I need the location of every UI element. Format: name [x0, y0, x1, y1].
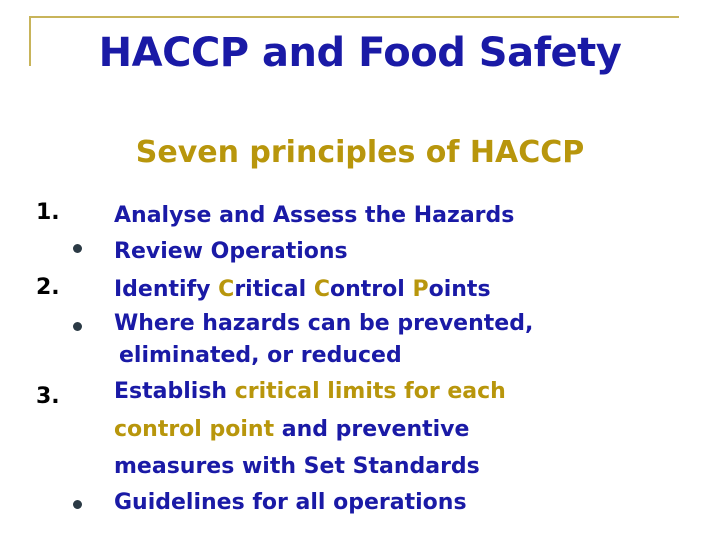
bullet-dot: [73, 244, 82, 253]
list-number-3: 3.: [36, 384, 60, 409]
list-number-1: 1.: [36, 200, 60, 225]
list-item-review: Review Operations: [114, 239, 348, 264]
list-item-control-point: [114, 417, 469, 443]
bullet-dot: [73, 322, 82, 331]
list-item-establish: [114, 379, 506, 405]
list-item-eliminated: eliminated, or reduced: [119, 343, 402, 368]
slide-title: HACCP and Food Safety: [98, 30, 622, 76]
highlight-text: control point: [114, 417, 275, 442]
text-run: oints: [428, 277, 491, 302]
list-item-measures: measures with Set Standards: [114, 454, 480, 479]
highlight-letter: C: [218, 277, 235, 302]
list-item-where: Where hazards can be prevented,: [114, 311, 534, 336]
list-item-identify: [114, 277, 491, 303]
highlight-letter: C: [313, 277, 331, 302]
bullet-dot: [73, 500, 82, 509]
text-run: ritical: [234, 277, 314, 302]
text-run: Establish: [114, 379, 235, 404]
slide-subtitle: Seven principles of HACCP: [135, 135, 585, 170]
text-run: and preventive: [274, 417, 470, 442]
text-run: Identify: [114, 277, 219, 302]
list-item-analyse: Analyse and Assess the Hazards: [114, 203, 515, 228]
highlight-letter: P: [412, 277, 429, 302]
text-run: ontrol: [330, 277, 413, 302]
frame-top-border: [29, 16, 679, 18]
list-item-guidelines: Guidelines for all operations: [114, 490, 467, 515]
highlight-text: critical limits for each: [234, 379, 506, 404]
list-number-2: 2.: [36, 275, 60, 300]
